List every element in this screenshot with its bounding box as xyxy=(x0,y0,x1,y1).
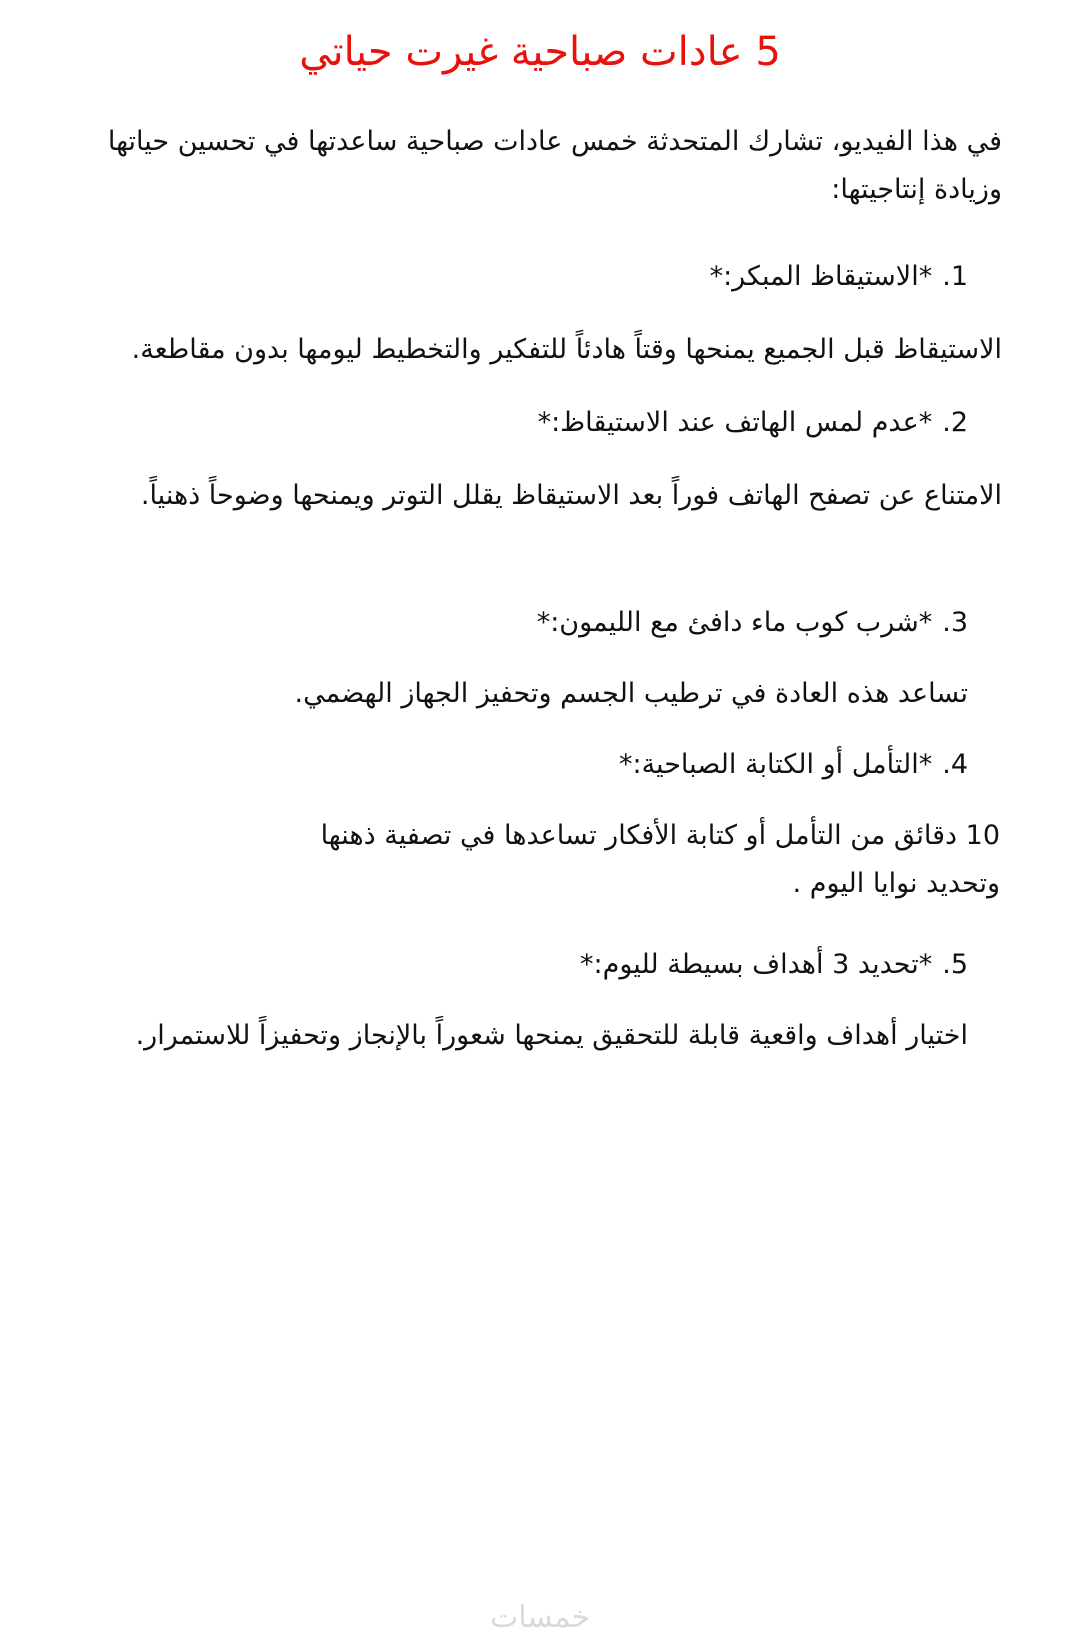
habit-heading-4 xyxy=(619,742,968,788)
intro-paragraph: في هذا الفيديو، تشارك المتحدثة خمس عادات صباحية ساعدتها في تحسين حياتها وزيادة إنتاجيتها: xyxy=(107,126,1002,205)
watermark-logo: خمسات xyxy=(489,1600,591,1635)
habit-heading-2 xyxy=(538,400,968,446)
habit-title-4: *التأمل أو الكتابة الصباحية:* xyxy=(618,749,933,780)
habit-body-4: 10 دقائق من التأمل أو كتابة الأفكار تساعدها في تصفية ذهنها وتحديد نوايا اليوم . xyxy=(320,820,1000,899)
habit-title-2: *عدم لمس الهاتف عند الاستيقاظ:* xyxy=(537,407,933,438)
habit-title-5: *تحديد 3 أهداف بسيطة لليوم:* xyxy=(580,949,933,980)
habit-body-3: تساعد هذه العادة في ترطيب الجسم وتحفيز الجهاز الهضمي. xyxy=(294,678,968,709)
habit-body-5: اختيار أهداف واقعية قابلة للتحقيق يمنحها شعوراً بالإنجاز وتحفيزاً للاستمرار. xyxy=(135,1020,968,1051)
habit-title-1: *الاستيقاظ المبكر:* xyxy=(709,261,933,292)
habit-number-5: 5. xyxy=(942,949,968,980)
habit-number-3: 3. xyxy=(942,607,968,638)
habit-heading-5 xyxy=(580,942,968,988)
habit-heading-3 xyxy=(537,600,968,646)
habit-body-2: الامتناع عن تصفح الهاتف فوراً بعد الاستيقاظ يقلل التوتر ويمنحها وضوحاً ذهنياً. xyxy=(140,480,1002,511)
page-title: 5 عادات صباحية غيرت حياتي xyxy=(299,29,781,75)
habit-heading-1 xyxy=(710,254,968,300)
habit-number-1: 1. xyxy=(942,261,968,292)
habit-title-3: *شرب كوب ماء دافئ مع الليمون:* xyxy=(536,607,933,638)
habit-number-2: 2. xyxy=(942,407,968,438)
habit-body-1: الاستيقاظ قبل الجميع يمنحها وقتاً هادئاً للتفكير والتخطيط ليومها بدون مقاطعة. xyxy=(131,334,1002,365)
habit-number-4: 4. xyxy=(942,749,968,780)
